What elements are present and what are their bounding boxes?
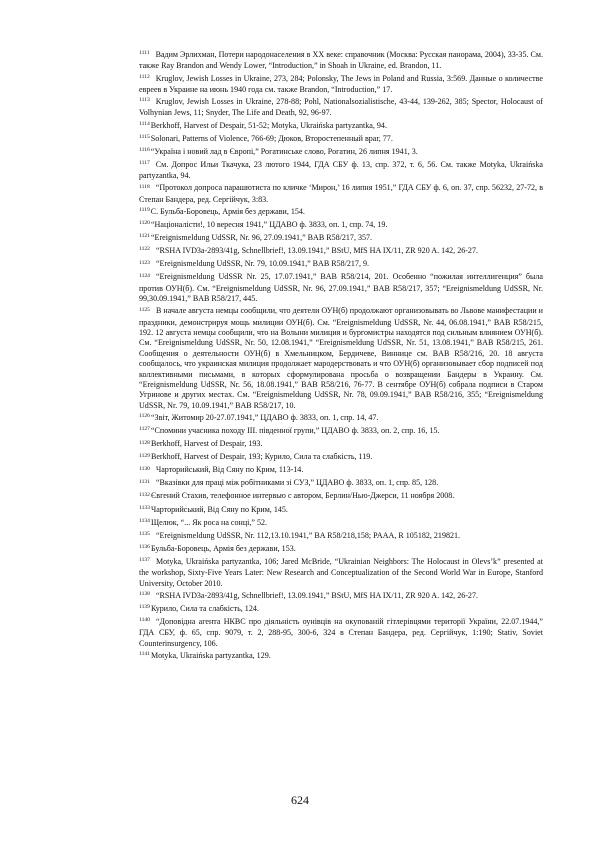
footnote-text: Motyka, Ukraińska partyzantka, 129. [150,650,271,660]
footnote-number: 1119 [139,207,150,214]
footnote [139,505,543,516]
footnote-text: “Україна і новий лад в Європі,” Рогатинське слово, Рогатин, 26 липня 1941, 3. [150,146,418,156]
footnote-number: 1135 [139,531,150,538]
footnote-text: “RSHA IVD3a-2893/41g, Schnellbrief!, 13.09.1941,” BStU, MfS HA IX/11, ZR 920 A. 142, 26-27. [155,246,478,256]
footnote-text: Щелюк, “... Як роса на сонці,” 52. [150,517,268,527]
footnote [139,97,543,119]
footnote [139,272,543,304]
footnote-text: Чарторийський, Від Сяну по Крим, 113-14. [155,465,304,475]
footnote-number: 1120 [139,220,150,227]
footnote-text: Курило, Сила та слабкість, 124. [150,603,259,613]
footnote [139,557,543,589]
footnote [139,465,543,476]
footnote-number: 1114 [139,120,150,127]
footnote-text: “Ereignismeldung UdSSR, Nr. 112,13.10.1941,” BA R58/218,158; PAAA, R 105182, 219821. [155,530,461,540]
footnote [139,121,543,132]
footnote-number: 1140 [139,617,150,624]
footnote-text: Berkhoff, Harvest of Despair, 193; Курило, Сила та слабкість, 119. [150,452,373,462]
footnote [139,452,543,463]
footnote-text: Berkhoff, Harvest of Despair, 193. [150,439,263,449]
footnote-number: 1128 [139,439,150,446]
footnote-text: Чарторийський, Від Сяну по Крим, 145. [150,504,288,514]
footnote [139,531,543,542]
footnote-text: “Ereignismeldung UdSSR, Nr. 79, 10.09.1941,” BAB R58/217, 9. [155,259,370,269]
footnote [139,306,543,411]
footnote-text: Євгений Стахив, телефонное интервью с автором, Берлин/Нью-Джерси, 11 ноября 2008. [150,491,455,501]
footnote-number: 1125 [139,306,150,313]
footnote-number: 1137 [139,557,150,564]
footnote-text: Бульба-Боровець, Армія без держави, 153. [150,543,296,553]
footnote-text: “Ereignismeldung UdSSR Nr. 25, 17.07.1941,” BAB R58/214, 201. Особенно “пожилая интеллигенция” была против ОУН(б). См. “Ereignismeldung UdSSR, Nr. 96, 27.09.1941,” BAB R58/217, 357; “Ereignismeldung UdSSR, Nr. 99,30.09.1941,” BAB R58/217, 445. [139,272,543,304]
footnote-number: 1124 [139,272,150,279]
footnote [139,617,543,649]
footnote-text: “Протокол допроса парашютиста по кличке ‘Мирон,’ 16 липня 1951,” ГДА СБУ ф. 6, оп. 37, спр. 56232, 27-72, в Степан Бандера, ред. Сергійчук, 3:83. [139,183,543,204]
footnote-text: Motyka, Ukraińska partyzantka, 106; Jared McBride, “Ukrainian Neighbors: The Holocaust in Olevs’k” presented at the workshop, Sixty-Five Years Later: New Research and Conceptualization of the Second World War in Europe, Stanford University, October 2010. [139,556,543,588]
footnote [139,604,543,615]
footnote [139,544,543,555]
footnote [139,147,543,158]
footnote [139,478,543,489]
footnote-text: Вадим Эрлихман, Потери народонаселения в XX веке: справочник (Москва: Русская панорама, 2004), 33-35. См. также Ray Brandon and Wendy Lower, “Introduction,” in Shoah in Ukraine, ed. Brandon, 11. [139,50,543,71]
footnote-number: 1139 [139,604,150,611]
footnote-number: 1141 [139,651,150,658]
footnote-text: См. Допрос Ильи Ткачука, 23 лютого 1944, ГДА СБУ ф. 13, спр. 372, т. 6, 56. См. также Motyka, Ukraińska partyzantka, 94. [139,159,543,181]
footnote-text: “Звіт, Житомир 20-27.07.1941,” ЦДАВО ф. 3833, оп. 1, спр. 14, 47. [150,412,379,422]
footnote [139,183,543,205]
footnote [139,220,543,231]
footnote-number: 1116 [139,147,150,154]
footnote-number: 1111 [139,50,150,57]
footnote-number: 1127 [139,426,150,433]
footnote-text: Kruglov, Jewish Losses in Ukraine, 273, 284; Polonsky, The Jews in Poland and Russia, 3:569. Данные о количестве евреев в Украине на июнь 1940 года см. также Brandon, “Introduction,” 17. [139,73,543,94]
footnote-number: 1131 [139,478,150,485]
footnote [139,50,543,72]
footnote-number: 1136 [139,544,150,551]
footnote-text: “Доповідна агента НКВС про діяльність оунівців на окупованій гітлерівцями території України, 22.07.1944,” ГДА СБУ, ф. 65, спр. 9079, т. 2, 288-95, 300-6, 324 в Степан Бандера, ред. Сергійчук, 1:190; Stativ, Soviet Counterinsurgency, 106. [139,617,543,648]
footnote-number: 1121 [139,233,150,240]
footnote-text: В начале августа немцы сообщили, что деятели ОУН(б) продолжают организовывать во Львове манифестации и праздники, демонстрируя мощь милиции ОУН(б). См. “Ereignismeldung UdSSR, Nr. 44, 06.08.1941,” BAB R58/215, 192. 12 августа немцы сообщили, что на Волыни милиция и бургомистры находятся под сильным влиянием ОУН(б). См. “Ereignismeldung UdSSR, Nr. 50, 12.08.1941,” “Ereignismeldung UdSSR, Nr. 51, 13.08.1941,” BAB R58/215, 261. Сообщения о деятельности ОУН(б) в Хмельницком, Бердичеве, Виннице см. BAB R58/216, 20. 18 августа сообщалось, что украинская милиция продолжает мародерствовать и что ОУН(б) организовывает сбор подписей под коллективными письмами, в которых сформулирована просьба о возвращении Бандеры в Украину. См. “Ereignismeldung UdSSR, Nr. 56, 18.08.1941,” BAB R58/216, 76-77. В сентябре ОУН(б) собрала подписи в Старом Угринове и других местах. См. “Ereignismeldung UdSSR, Nr. 78, 09.09.1941,” BAB R58/216, 355; “Ereignismeldung UdSSR, Nr. 79, 10.09.1941,” BAB R58/217, 10. [139,306,543,410]
footnote [139,651,543,662]
footnote [139,518,543,529]
footnote-number: 1138 [139,591,150,598]
footnote-text: “Вказівки для праці між робітниками зі СУЗ,” ЦДАВО ф. 3833, оп. 1, спр. 85, 128. [155,478,439,488]
footnote-text: Kruglov, Jewish Losses in Ukraine, 278-88; Pohl, Nationalsozialistische, 43-44, 139-262, 385; Spector, Holocaust of Volhynian Jews, 11; Snyder, The Life and Death, 92, 96-97. [139,97,543,118]
footnote [139,591,543,602]
footnote [139,259,543,270]
footnote-text: Berkhoff, Harvest of Despair, 51-52; Motyka, Ukraińska partyzantka, 94. [150,120,387,130]
footnote [139,491,543,502]
footnote-number: 1132 [139,491,150,498]
footnote-text: Solonari, Patterns of Violence, 766-69; Дюков, Второстепенный враг, 77. [150,133,393,143]
footnote-number: 1126 [139,413,150,420]
footnote-number: 1134 [139,518,150,525]
footnote-text: “Ereignismeldung UdSSR, Nr. 96, 27.09.1941,” BAB R58/217, 357. [150,232,373,242]
footnotes-list [139,50,543,664]
footnote [139,233,543,244]
footnote [139,439,543,450]
footnote-number: 1117 [139,160,150,167]
footnote-number: 1133 [139,504,150,511]
footnote-text: “Націоналісти!, 10 вересня 1941,” ЦДАВО ф. 3833, оп. 1, спр. 74, 19. [150,219,388,229]
footnote [139,413,543,424]
page-number: 624 [291,793,309,807]
footnote-number: 1129 [139,452,150,459]
footnote-number: 1113 [139,97,150,104]
footnote-number: 1123 [139,259,150,266]
footnote [139,207,543,218]
footnote-number: 1118 [139,183,150,190]
footnote [139,134,543,145]
footnote-number: 1130 [139,465,150,472]
footnote-number: 1112 [139,73,150,80]
footnote-number: 1115 [139,134,150,140]
footnote [139,160,543,182]
footnote-number: 1122 [139,246,150,253]
footnote-text: “RSHA IVD3a-2893/41g, Schnellbrief!, 13.09.1941,” BStU, MfS HA IX/11, ZR 920 A. 142, 26-27. [155,590,478,600]
footnote [139,74,543,96]
footnote [139,426,543,437]
footnote-text: С. Бульба-Боровець, Армія без держави, 154. [150,206,305,216]
footnote-text: “Спомини учасника походу ІІІ. південної групи,” ЦДАВО ф. 3833, оп. 2, спр. 16, 15. [150,426,440,435]
footnote [139,246,543,257]
